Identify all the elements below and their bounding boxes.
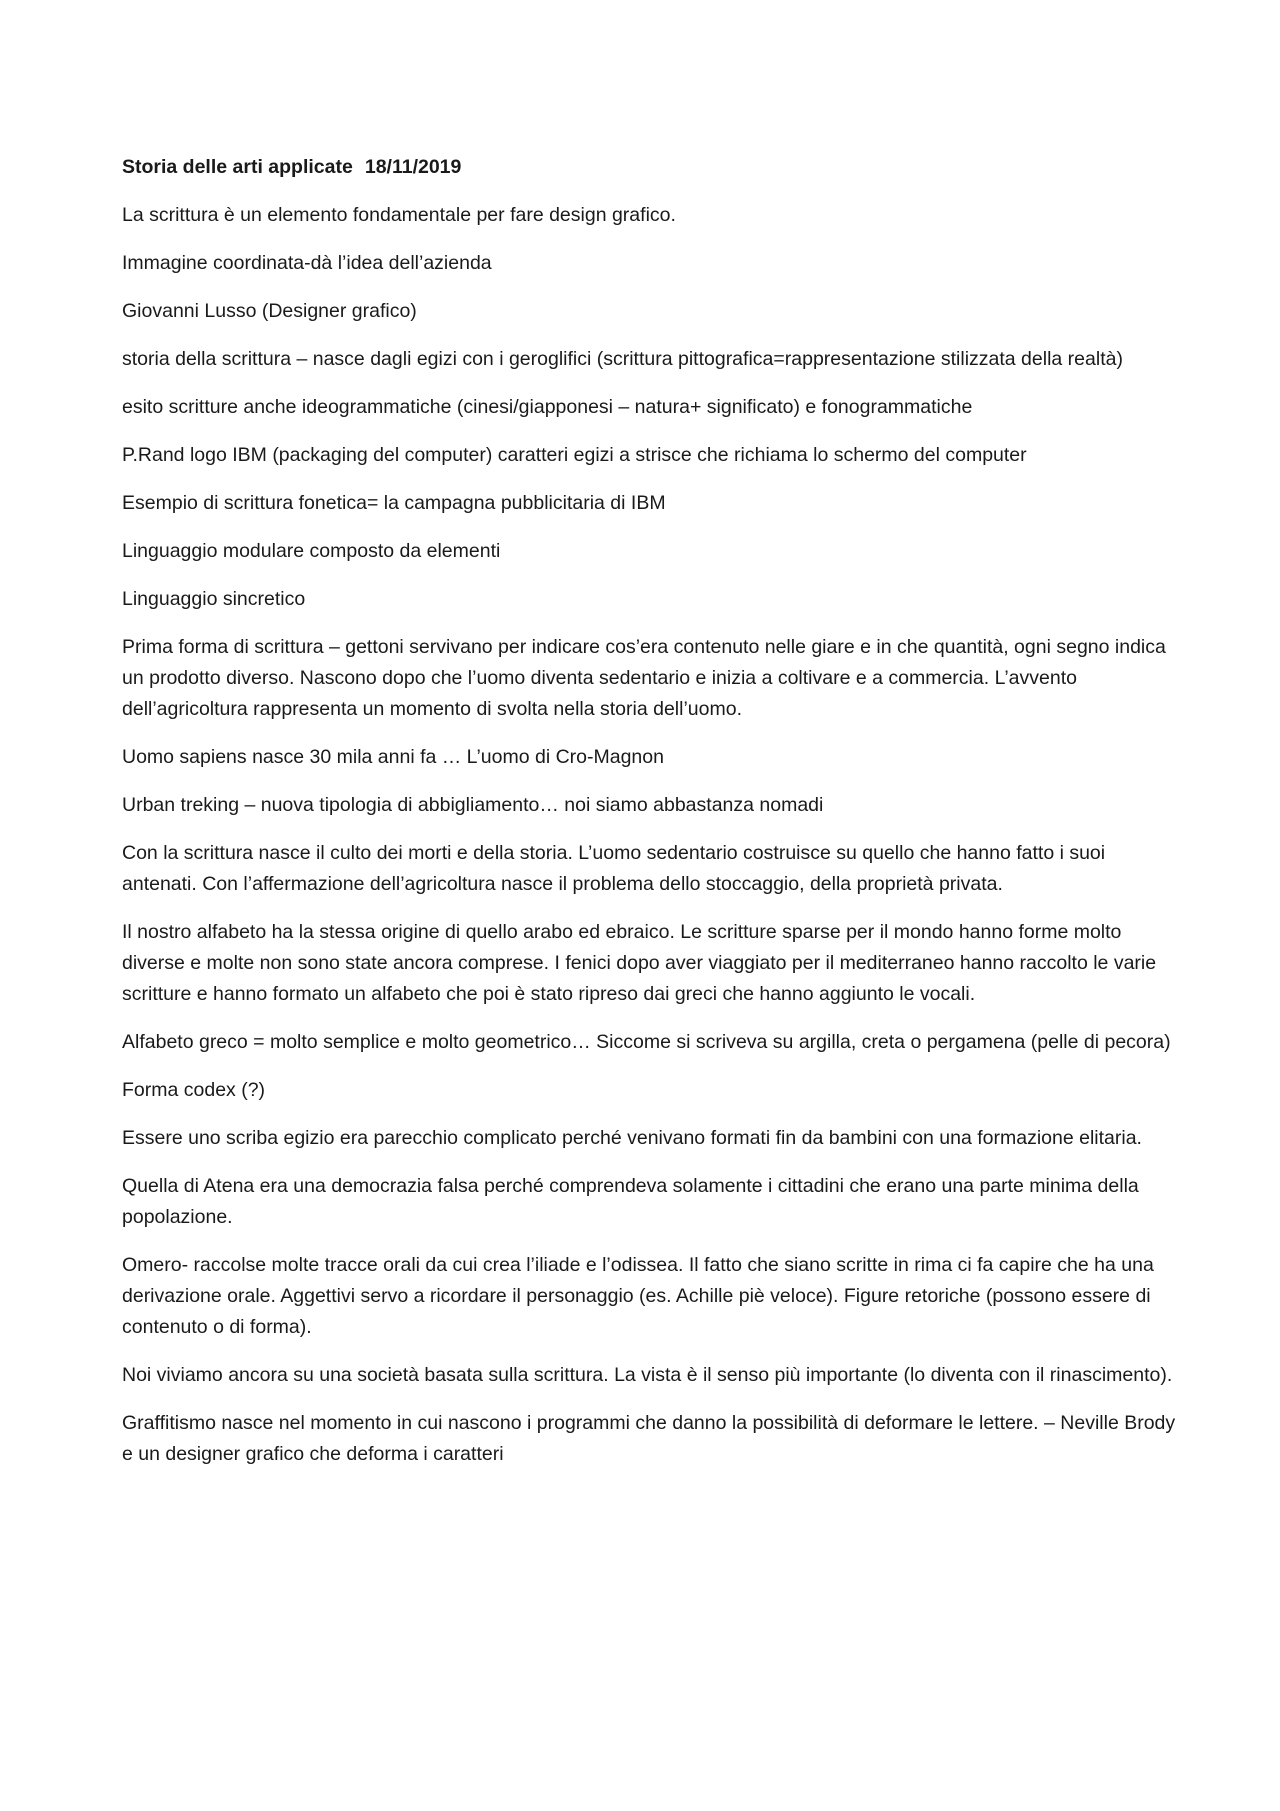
paragraph-1: La scrittura è un elemento fondamentale per fare design grafico. <box>122 204 676 226</box>
document-title <box>122 152 1182 183</box>
paragraph-3: Giovanni Lusso (Designer grafico) <box>122 300 417 322</box>
paragraph-19: Omero- raccolse molte tracce orali da cui crea l’iliade e l’odissea. Il fatto che siano scritte in rima ci fa capire che ha una derivazione orale. Aggettivi servo a ricordare il personaggio (es. Achille piè veloce). Figure retoriche (possono essere di contenuto o di forma). <box>122 1254 1154 1338</box>
paragraph-21: Graffitismo nasce nel momento in cui nascono i programmi che danno la possibilità di deformare le lettere. – Neville Brody e un designer grafico che deforma i caratteri <box>122 1412 1176 1465</box>
paragraph-13: Con la scrittura nasce il culto dei morti e della storia. L’uomo sedentario costruisce su quello che hanno fatto i suoi antenati. Con l’affermazione dell’agricoltura nasce il problema dello stoccaggio, della proprietà privata. <box>122 842 1106 895</box>
title-date: 18/11/2019 <box>364 156 462 178</box>
paragraph-16: Forma codex (?) <box>122 1079 266 1101</box>
title-text: Storia delle arti applicate <box>122 156 353 178</box>
paragraph-10: Prima forma di scrittura – gettoni servivano per indicare cos’era contenuto nelle giare e in che quantità, ogni segno indica un prodotto diverso. Nascono dopo che l’uomo diventa sedentario e inizia a coltivare e a commercia. L’avvento dell’agricoltura rappresenta un momento di svolta nella storia dell’uomo. <box>122 636 1166 720</box>
paragraph-9: Linguaggio sincretico <box>122 588 306 610</box>
paragraph-17: Essere uno scriba egizio era parecchio complicato perché venivano formati fin da bambini con una formazione elitaria. <box>122 1127 1142 1149</box>
paragraph-8: Linguaggio modulare composto da elementi <box>122 540 501 562</box>
paragraph-11: Uomo sapiens nasce 30 mila anni fa … L’uomo di Cro-Magnon <box>122 746 664 768</box>
paragraph-2: Immagine coordinata-dà l’idea dell’azienda <box>122 252 492 274</box>
paragraph-14: Il nostro alfabeto ha la stessa origine di quello arabo ed ebraico. Le scritture sparse per il mondo hanno forme molto diverse e molte non sono state ancora comprese. I fenici dopo aver viaggiato per il mediterraneo hanno raccolto le varie scritture e hanno formato un alfabeto che poi è stato ripreso dai greci che hanno aggiunto le vocali. <box>122 921 1157 1005</box>
paragraph-4: storia della scrittura – nasce dagli egizi con i geroglifici (scrittura pittografica=rappresentazione stilizzata della realtà) <box>122 348 1123 370</box>
paragraph-12: Urban treking – nuova tipologia di abbigliamento… noi siamo abbastanza nomadi <box>122 794 824 816</box>
paragraph-15: Alfabeto greco = molto semplice e molto geometrico… Siccome si scriveva su argilla, creta o pergamena (pelle di pecora) <box>122 1031 1171 1053</box>
document-page <box>122 152 1182 1487</box>
paragraph-7: Esempio di scrittura fonetica= la campagna pubblicitaria di IBM <box>122 492 666 514</box>
paragraph-18: Quella di Atena era una democrazia falsa perché comprendeva solamente i cittadini che erano una parte minima della popolazione. <box>122 1175 1139 1228</box>
paragraph-6: P.Rand logo IBM (packaging del computer) caratteri egizi a strisce che richiama lo schermo del computer <box>122 444 1027 466</box>
paragraph-5: esito scritture anche ideogrammatiche (cinesi/giapponesi – natura+ significato) e fonogrammatiche <box>122 396 973 418</box>
paragraph-20: Noi viviamo ancora su una società basata sulla scrittura. La vista è il senso più importante (lo diventa con il rinascimento). <box>122 1364 1173 1386</box>
